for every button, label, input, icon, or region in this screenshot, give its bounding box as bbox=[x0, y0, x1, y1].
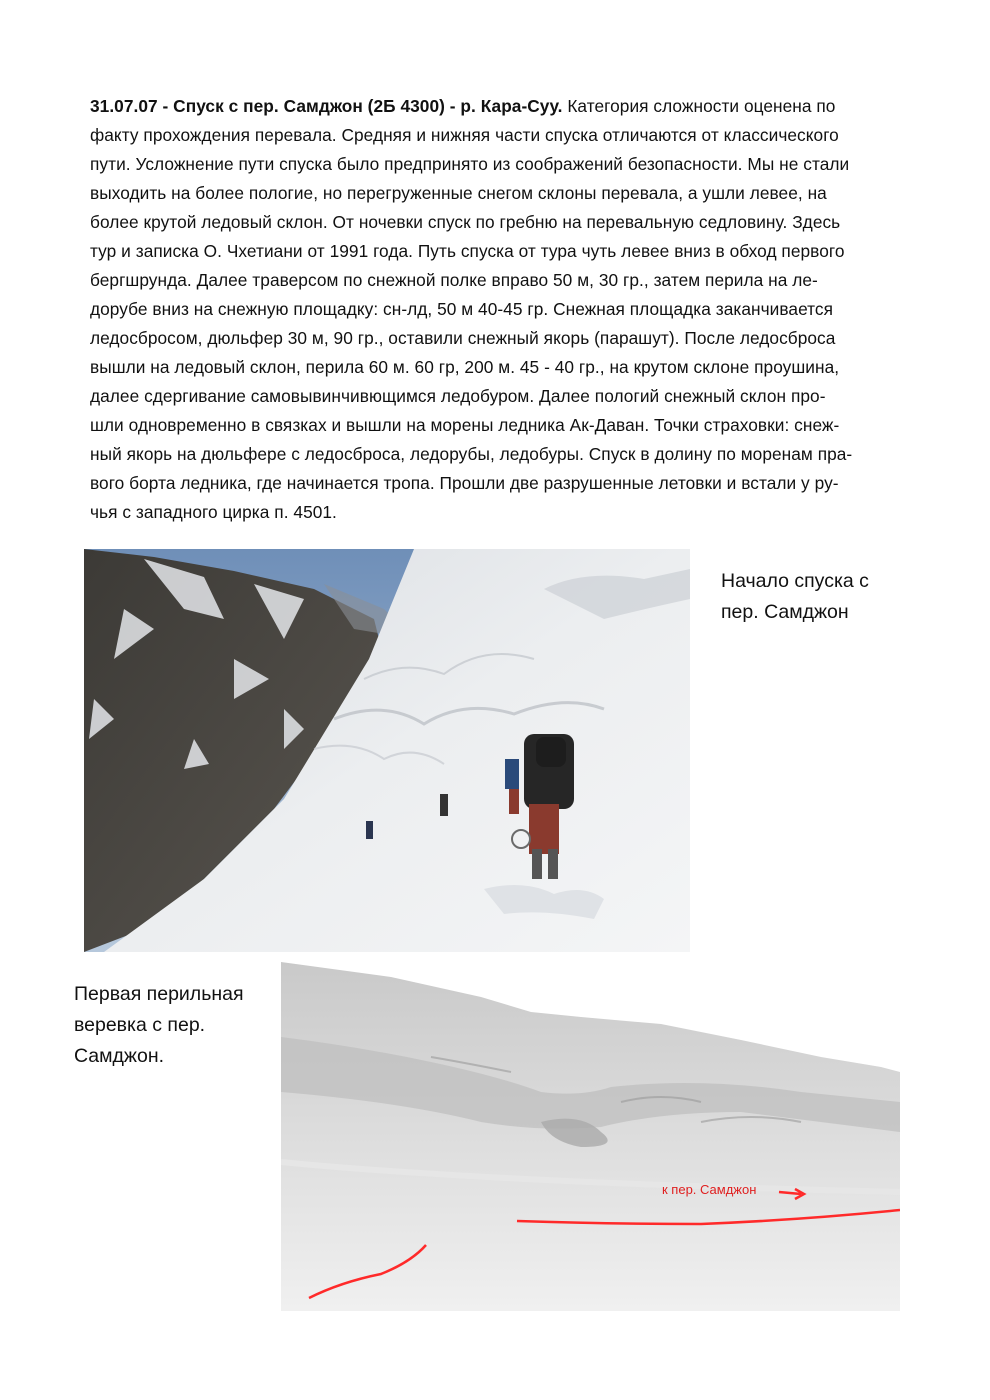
caption-line: Начало спуска с bbox=[721, 570, 869, 592]
description-line-3: пути. Усложнение пути спуска было предпринято из соображений безопасности. Мы не стали bbox=[90, 154, 850, 174]
first-rope-photo bbox=[281, 962, 900, 1311]
caption-line: Самджон. bbox=[74, 1045, 165, 1067]
description-line-12: шли одновременно в связках и вышли на морены ледника Ак-Даван. Точки страховки: снеж- bbox=[90, 415, 840, 435]
route-description bbox=[90, 92, 910, 527]
description-line-4: выходить на более пологие, но перегруженные снегом склоны перевала, а ушли левее, на bbox=[90, 183, 827, 203]
description-line-10: вышли на ледовый склон, перила 60 м. 60 гр, 200 м. 45 - 40 гр., на крутом склоне проушина, bbox=[90, 357, 840, 377]
description-line-13: ный якорь на дюльфере с ледосброса, ледорубы, ледобуры. Спуск в долину по моренам пра- bbox=[90, 444, 853, 464]
descent-start-photo bbox=[84, 549, 690, 952]
description-line-7: бергшрунда. Далее траверсом по снежной полке вправо 50 м, 30 гр., затем перила на ле- bbox=[90, 270, 818, 290]
description-line-8: дорубе вниз на снежную площадку: сн-лд, 50 м 40-45 гр. Снежная площадка заканчивается bbox=[90, 299, 834, 319]
descent-start-caption bbox=[721, 566, 951, 628]
description-line-14: вого борта ледника, где начинается тропа. Прошли две разрушенные летовки и встали у ру- bbox=[90, 473, 839, 493]
description-line-2: факту прохождения перевала. Средняя и нижняя части спуска отличаются от классического bbox=[90, 125, 839, 145]
day-heading: 31.07.07 - Спуск с пер. Самджон (2Б 4300) - р. Кара-Суу. bbox=[90, 96, 563, 116]
descent-start-photo-drawing bbox=[84, 549, 690, 952]
description-line-5: более крутой ледовый склон. От ночевки спуск по гребню на перевальную седловину. Здесь bbox=[90, 212, 841, 232]
description-line-6: тур и записка О. Чхетиани от 1991 года. Путь спуска от тура чуть левее вниз в обход первого bbox=[90, 241, 845, 261]
description-line-1: 31.07.07 - Спуск с пер. Самджон (2Б 4300) - р. Кара-Суу. Категория сложности оценена по bbox=[90, 96, 836, 116]
caption-line: Первая перильная bbox=[74, 983, 244, 1005]
description-line-15: чья с западного цирка п. 4501. bbox=[90, 502, 337, 522]
route-label: к пер. Самджон bbox=[662, 1182, 757, 1197]
caption-line: пер. Самджон bbox=[721, 601, 849, 623]
description-line-11: далее сдергивание самовывинчивющимся ледобуром. Далее пологий снежный склон про- bbox=[90, 386, 826, 406]
caption-line: веревка с пер. bbox=[74, 1014, 206, 1036]
first-rope-photo-drawing bbox=[281, 962, 900, 1311]
first-rope-caption bbox=[74, 979, 274, 1072]
description-line-9: ледосбросом, дюльфер 30 м, 90 гр., оставили снежный якорь (парашут). После ледосброса bbox=[90, 328, 836, 348]
